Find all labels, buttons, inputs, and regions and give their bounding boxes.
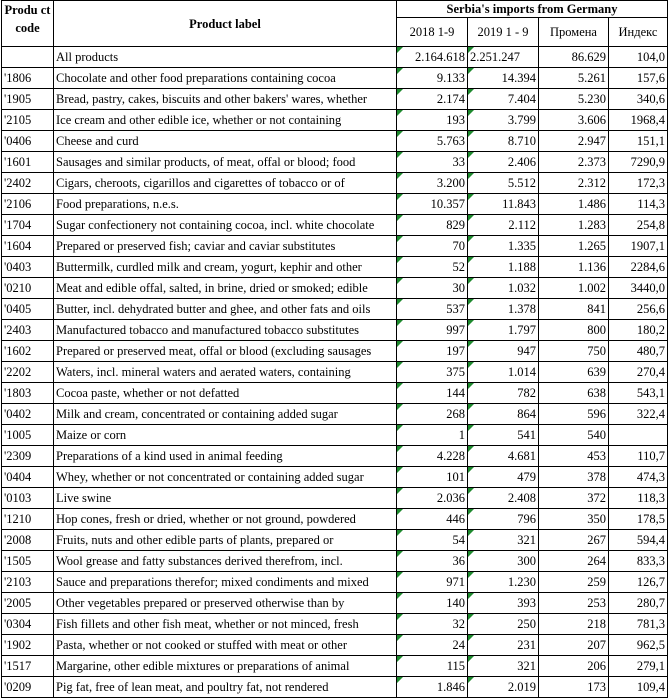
index-cell[interactable]: 833,3 (609, 551, 668, 572)
change-cell[interactable]: 800 (539, 320, 609, 341)
code-cell[interactable]: '1505 (2, 551, 54, 572)
table-row (2, 530, 668, 551)
change-cell[interactable]: 639 (539, 362, 609, 383)
change-cell[interactable]: 372 (539, 488, 609, 509)
value-2018-cell[interactable]: 140 (397, 593, 468, 614)
value-2019-cell[interactable]: 1.378 (468, 299, 539, 320)
code-cell[interactable]: '0403 (2, 257, 54, 278)
change-cell[interactable]: 5.261 (539, 68, 609, 89)
value-2019-cell[interactable]: 7.404 (468, 89, 539, 110)
value-2018-cell[interactable]: 1 (397, 425, 468, 446)
table-row (2, 614, 668, 635)
change-cell[interactable]: 378 (539, 467, 609, 488)
code-cell[interactable]: '0405 (2, 299, 54, 320)
table-row (2, 194, 668, 215)
value-2018-cell[interactable]: 3.200 (397, 173, 468, 194)
value-2018-cell[interactable]: 30 (397, 278, 468, 299)
value-2019-cell[interactable]: 321 (468, 530, 539, 551)
index-cell[interactable]: 322,4 (609, 404, 668, 425)
table-row (2, 152, 668, 173)
code-cell[interactable]: '1905 (2, 89, 54, 110)
table-row (2, 635, 668, 656)
code-cell[interactable]: '1602 (2, 341, 54, 362)
value-2019-cell[interactable]: 250 (468, 614, 539, 635)
change-cell[interactable]: 750 (539, 341, 609, 362)
change-cell[interactable]: 259 (539, 572, 609, 593)
table-row (2, 362, 668, 383)
table-row (2, 656, 668, 677)
label-cell[interactable]: Cheese and curd (54, 131, 397, 152)
total-label-cell[interactable]: All products (54, 47, 397, 68)
table-row (2, 404, 668, 425)
index-cell[interactable]: 270,4 (609, 362, 668, 383)
change-cell[interactable]: 253 (539, 593, 609, 614)
value-2019-cell[interactable]: 479 (468, 467, 539, 488)
index-cell[interactable]: 474,3 (609, 467, 668, 488)
change-cell[interactable]: 453 (539, 446, 609, 467)
label-cell[interactable]: Sauce and preparations therefor; mixed condiments and mixed (54, 572, 397, 593)
change-cell[interactable]: 173 (539, 677, 609, 698)
value-2019-cell[interactable]: 796 (468, 509, 539, 530)
total-2019-cell[interactable]: 2.251.247 (468, 47, 539, 68)
value-2019-cell[interactable]: 3.799 (468, 110, 539, 131)
code-cell[interactable]: '2402 (2, 173, 54, 194)
value-2018-cell[interactable]: 10.357 (397, 194, 468, 215)
value-2019-cell[interactable]: 1.335 (468, 236, 539, 257)
table-row (2, 89, 668, 110)
change-cell[interactable]: 5.230 (539, 89, 609, 110)
code-cell[interactable]: '2202 (2, 362, 54, 383)
value-2019-cell[interactable]: 5.512 (468, 173, 539, 194)
value-2018-cell[interactable]: 54 (397, 530, 468, 551)
label-cell[interactable]: Wool grease and fatty substances derived therefrom, incl. (54, 551, 397, 572)
label-cell[interactable]: Hop cones, fresh or dried, whether or not ground, powdered (54, 509, 397, 530)
index-cell[interactable]: 2284,6 (609, 257, 668, 278)
index-cell[interactable]: 594,4 (609, 530, 668, 551)
header-2018[interactable]: 2018 1-9 (397, 18, 468, 47)
value-2018-cell[interactable]: 1.846 (397, 677, 468, 698)
value-2019-cell[interactable]: 864 (468, 404, 539, 425)
code-cell[interactable]: '2106 (2, 194, 54, 215)
table-row (2, 68, 668, 89)
total-change-cell[interactable]: 86.629 (539, 47, 609, 68)
value-2018-cell[interactable]: 197 (397, 341, 468, 362)
table-row (2, 173, 668, 194)
table-row (2, 257, 668, 278)
value-2018-cell[interactable]: 829 (397, 215, 468, 236)
label-cell[interactable]: Margarine, other edible mixtures or preparations of animal (54, 656, 397, 677)
index-cell[interactable]: 109,4 (609, 677, 668, 698)
index-cell[interactable]: 110,7 (609, 446, 668, 467)
header-imports-group[interactable]: Serbia's imports from Germany (397, 1, 668, 18)
label-cell[interactable]: Prepared or preserved fish; caviar and caviar substitutes (54, 236, 397, 257)
index-cell[interactable]: 151,1 (609, 131, 668, 152)
value-2019-cell[interactable]: 2.019 (468, 677, 539, 698)
label-cell[interactable]: Ice cream and other edible ice, whether or not containing (54, 110, 397, 131)
value-2019-cell[interactable]: 541 (468, 425, 539, 446)
code-cell[interactable]: '1704 (2, 215, 54, 236)
change-cell[interactable]: 1.265 (539, 236, 609, 257)
index-cell[interactable]: 254,8 (609, 215, 668, 236)
change-cell[interactable]: 1.486 (539, 194, 609, 215)
code-cell[interactable]: '0210 (2, 278, 54, 299)
label-cell[interactable]: Sugar confectionery not containing cocoa, incl. white chocolate (54, 215, 397, 236)
code-cell[interactable]: '0103 (2, 488, 54, 509)
label-cell[interactable]: Bread, pastry, cakes, biscuits and other bakers' wares, whether (54, 89, 397, 110)
table-row (2, 299, 668, 320)
code-cell[interactable]: '2403 (2, 320, 54, 341)
label-cell[interactable]: Pig fat, free of lean meat, and poultry fat, not rendered (54, 677, 397, 698)
value-2019-cell[interactable]: 947 (468, 341, 539, 362)
label-cell[interactable]: Cocoa paste, whether or not defatted (54, 383, 397, 404)
label-cell[interactable]: Food preparations, n.e.s. (54, 194, 397, 215)
label-cell[interactable]: Fruits, nuts and other edible parts of plants, prepared or (54, 530, 397, 551)
table-row (2, 572, 668, 593)
value-2019-cell[interactable]: 1.230 (468, 572, 539, 593)
index-cell[interactable]: 172,3 (609, 173, 668, 194)
value-2019-cell[interactable]: 14.394 (468, 68, 539, 89)
value-2018-cell[interactable]: 2.036 (397, 488, 468, 509)
value-2019-cell[interactable]: 782 (468, 383, 539, 404)
code-cell[interactable]: '1806 (2, 68, 54, 89)
index-cell[interactable]: 1968,4 (609, 110, 668, 131)
label-cell[interactable]: Sausages and similar products, of meat, offal or blood; food (54, 152, 397, 173)
index-cell[interactable]: 280,7 (609, 593, 668, 614)
index-cell[interactable]: 7290,9 (609, 152, 668, 173)
index-cell[interactable]: 279,1 (609, 656, 668, 677)
index-cell[interactable]: 962,5 (609, 635, 668, 656)
code-cell[interactable]: '2105 (2, 110, 54, 131)
table-row (2, 488, 668, 509)
label-cell[interactable]: Cigars, cheroots, cigarillos and cigarettes of tobacco or of (54, 173, 397, 194)
code-cell[interactable]: '1601 (2, 152, 54, 173)
label-cell[interactable]: Prepared or preserved meat, offal or blood (excluding sausages (54, 341, 397, 362)
value-2018-cell[interactable]: 52 (397, 257, 468, 278)
header-product-label[interactable]: Product label (54, 1, 397, 47)
index-cell[interactable]: 781,3 (609, 614, 668, 635)
code-cell[interactable]: '1005 (2, 425, 54, 446)
value-2019-cell[interactable]: 11.843 (468, 194, 539, 215)
change-cell[interactable]: 2.947 (539, 131, 609, 152)
value-2019-cell[interactable]: 300 (468, 551, 539, 572)
total-row (2, 47, 668, 68)
label-cell[interactable]: Pasta, whether or not cooked or stuffed with meat or other (54, 635, 397, 656)
code-cell[interactable]: '0304 (2, 614, 54, 635)
index-cell[interactable]: 1907,1 (609, 236, 668, 257)
total-code-cell[interactable] (2, 47, 54, 68)
value-2019-cell[interactable]: 2.406 (468, 152, 539, 173)
total-index-cell[interactable]: 104,0 (609, 47, 668, 68)
index-cell[interactable]: 118,3 (609, 488, 668, 509)
change-cell[interactable]: 596 (539, 404, 609, 425)
total-2018-cell[interactable]: 2.164.618 (397, 47, 468, 68)
label-cell[interactable]: Whey, whether or not concentrated or containing added sugar (54, 467, 397, 488)
value-2018-cell[interactable]: 537 (397, 299, 468, 320)
code-cell[interactable]: '0209 (2, 677, 54, 698)
code-cell[interactable]: '2008 (2, 530, 54, 551)
table-row (2, 341, 668, 362)
change-cell[interactable]: 207 (539, 635, 609, 656)
label-cell[interactable]: Waters, incl. mineral waters and aerated waters, containing (54, 362, 397, 383)
table-row (2, 278, 668, 299)
change-cell[interactable]: 2.312 (539, 173, 609, 194)
code-cell[interactable]: '2005 (2, 593, 54, 614)
table-row (2, 383, 668, 404)
index-cell[interactable]: 256,6 (609, 299, 668, 320)
table-row (2, 320, 668, 341)
index-cell[interactable]: 340,6 (609, 89, 668, 110)
label-cell[interactable]: Manufactured tobacco and manufactured tobacco substitutes (54, 320, 397, 341)
value-2019-cell[interactable]: 231 (468, 635, 539, 656)
index-cell[interactable]: 3440,0 (609, 278, 668, 299)
code-cell[interactable]: '2309 (2, 446, 54, 467)
table-row (2, 467, 668, 488)
change-cell[interactable]: 540 (539, 425, 609, 446)
label-cell[interactable]: Live swine (54, 488, 397, 509)
header-change[interactable]: Промена (539, 18, 609, 47)
code-cell[interactable]: '2103 (2, 572, 54, 593)
change-cell[interactable]: 264 (539, 551, 609, 572)
table-row (2, 677, 668, 698)
code-cell[interactable]: '1803 (2, 383, 54, 404)
code-cell[interactable]: '1902 (2, 635, 54, 656)
table-row (2, 593, 668, 614)
index-cell[interactable]: 543,1 (609, 383, 668, 404)
code-cell[interactable]: '1604 (2, 236, 54, 257)
index-cell[interactable]: 114,3 (609, 194, 668, 215)
label-cell[interactable]: Chocolate and other food preparations containing cocoa (54, 68, 397, 89)
code-cell[interactable]: '0404 (2, 467, 54, 488)
header-product-code[interactable]: Produ ct code (2, 1, 54, 47)
value-2018-cell[interactable]: 144 (397, 383, 468, 404)
change-cell[interactable]: 206 (539, 656, 609, 677)
change-cell[interactable]: 841 (539, 299, 609, 320)
value-2019-cell[interactable]: 393 (468, 593, 539, 614)
code-cell[interactable]: '0406 (2, 131, 54, 152)
value-2018-cell[interactable]: 997 (397, 320, 468, 341)
index-cell[interactable]: 126,7 (609, 572, 668, 593)
header-2019[interactable]: 2019 1 - 9 (468, 18, 539, 47)
value-2018-cell[interactable]: 268 (397, 404, 468, 425)
label-cell[interactable]: Maize or corn (54, 425, 397, 446)
change-cell[interactable]: 350 (539, 509, 609, 530)
code-cell[interactable]: '0402 (2, 404, 54, 425)
code-cell[interactable]: '1210 (2, 509, 54, 530)
index-cell[interactable]: 180,2 (609, 320, 668, 341)
index-cell[interactable]: 178,5 (609, 509, 668, 530)
value-2018-cell[interactable]: 36 (397, 551, 468, 572)
value-2018-cell[interactable]: 101 (397, 467, 468, 488)
value-2018-cell[interactable]: 70 (397, 236, 468, 257)
table-row (2, 425, 668, 446)
value-2018-cell[interactable]: 33 (397, 152, 468, 173)
label-cell[interactable]: Other vegetables prepared or preserved otherwise than by (54, 593, 397, 614)
value-2018-cell[interactable]: 2.174 (397, 89, 468, 110)
change-cell[interactable]: 1.136 (539, 257, 609, 278)
change-cell[interactable]: 1.002 (539, 278, 609, 299)
index-cell[interactable]: 157,6 (609, 68, 668, 89)
value-2019-cell[interactable]: 1.014 (468, 362, 539, 383)
value-2018-cell[interactable]: 5.763 (397, 131, 468, 152)
value-2019-cell[interactable]: 1.032 (468, 278, 539, 299)
value-2019-cell[interactable]: 4.681 (468, 446, 539, 467)
value-2018-cell[interactable]: 24 (397, 635, 468, 656)
value-2019-cell[interactable]: 1.188 (468, 257, 539, 278)
label-cell[interactable]: Fish fillets and other fish meat, whether or not minced, fresh (54, 614, 397, 635)
table-row (2, 509, 668, 530)
code-cell[interactable]: '1517 (2, 656, 54, 677)
change-cell[interactable]: 3.606 (539, 110, 609, 131)
value-2018-cell[interactable]: 193 (397, 110, 468, 131)
label-cell[interactable]: Meat and edible offal, salted, in brine, dried or smoked; edible (54, 278, 397, 299)
change-cell[interactable]: 267 (539, 530, 609, 551)
header-index[interactable]: Индекс (609, 18, 668, 47)
value-2018-cell[interactable]: 4.228 (397, 446, 468, 467)
change-cell[interactable]: 638 (539, 383, 609, 404)
table-row (2, 236, 668, 257)
table-row (2, 446, 668, 467)
change-cell[interactable]: 2.373 (539, 152, 609, 173)
value-2019-cell[interactable]: 2.408 (468, 488, 539, 509)
label-cell[interactable]: Butter, incl. dehydrated butter and ghee, and other fats and oils (54, 299, 397, 320)
value-2018-cell[interactable]: 971 (397, 572, 468, 593)
table-row (2, 551, 668, 572)
imports-table (1, 0, 668, 698)
change-cell[interactable]: 1.283 (539, 215, 609, 236)
value-2018-cell[interactable]: 115 (397, 656, 468, 677)
value-2019-cell[interactable]: 321 (468, 656, 539, 677)
label-cell[interactable]: Milk and cream, concentrated or containing added sugar (54, 404, 397, 425)
value-2018-cell[interactable]: 375 (397, 362, 468, 383)
index-cell[interactable]: 480,7 (609, 341, 668, 362)
value-2018-cell[interactable]: 9.133 (397, 68, 468, 89)
table-row (2, 215, 668, 236)
value-2019-cell[interactable]: 2.112 (468, 215, 539, 236)
value-2019-cell[interactable]: 1.797 (468, 320, 539, 341)
change-cell[interactable]: 218 (539, 614, 609, 635)
value-2018-cell[interactable]: 32 (397, 614, 468, 635)
value-2018-cell[interactable]: 446 (397, 509, 468, 530)
label-cell[interactable]: Preparations of a kind used in animal feeding (54, 446, 397, 467)
table-row (2, 110, 668, 131)
label-cell[interactable]: Buttermilk, curdled milk and cream, yogurt, kephir and other (54, 257, 397, 278)
value-2019-cell[interactable]: 8.710 (468, 131, 539, 152)
index-cell[interactable] (609, 425, 668, 446)
table-row (2, 131, 668, 152)
